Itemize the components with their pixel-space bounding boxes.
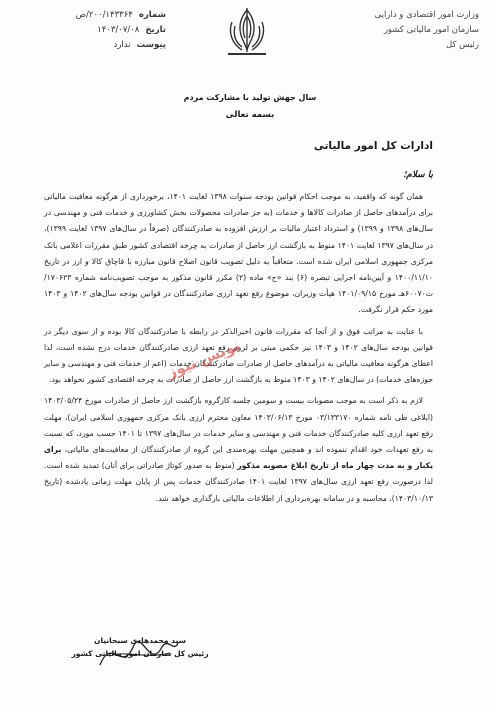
letterhead-organization (329, 8, 479, 53)
year-slogan: سال جهش تولید با مشارکت مردم (183, 93, 317, 102)
signature-block (70, 636, 210, 658)
signatory-title: رئیس کل سازمان امور مالیاتی کشور (71, 649, 209, 658)
date-label: تاریخ (145, 25, 166, 35)
paragraph-3 (44, 393, 433, 506)
ministry-name: وزارت امور اقتصادی و دارایی (374, 10, 479, 20)
letter-recipient: ادارات کل امور مالیاتی (313, 140, 433, 152)
letter-date-row (16, 23, 166, 38)
news-watermark: نویس نیوز (164, 336, 243, 382)
salutation: با سلام؛ (403, 170, 433, 180)
date-value: ۱۴۰۳/۰۷/۰۸ (97, 25, 140, 35)
signatory-name: سید محمدهادی سبحانیان (94, 636, 186, 645)
letter-number-row (16, 8, 166, 23)
number-label: شماره (138, 10, 166, 20)
paragraph-1: همان گونه که واقفید، به موجب احکام قوانین بودجه سنوات ۱۳۹۸ لغایت ۱۴۰۱، برخورداری از هرگونه معافیت مالیاتی برای درآمدهای حاصل از صادرات کالاها و خدمات (به جز صادرات محصولات بخش کشاورزی و خدمات فنی و مهندسی در سال‌های ۱۳۹۸ و ۱۳۹۹) و استرداد اعتبار مالیات بر ارزش افزوده به صادرکنندگان (صرفاً در سال‌های ۱۳۹۷ لغایت ۱۳۹۹)، در سال‌های ۱۳۹۷ لغایت ۱۴۰۱ منوط به بازگشت ارز حاصل از صادرات به چرخه اقتصادی کشور طبق مقررات اعلامی بانک مرکزی جمهوری اسلامی ایران شده است. متعاقباً به دلیل تصویب قانون اصلاح قانون مبارزه با قاچاق کالا و ارز در تاریخ ۱۴۰۰/۱۱/۱۰ و آیین‌نامه اجرایی تبصره (۶) بند «ح» ماده (۲) مکرر قانون مذکور به موجب تصویب‌نامه شماره ۱۷۰۶۲۳/ت۶۰۰۷۰هـ مورخ ۱۴۰۱/۰۹/۱۵ هیأت وزیران، موضوع رفع تعهد ارزی صادرکنندگان در قوانین بودجه سال‌های ۱۴۰۲ و ۱۴۰۳ مورد حکم قرار نگرفت. (44, 192, 434, 315)
attachment-value: ندارد (113, 40, 131, 50)
number-value: ۲۰۰/۱۴۳۳۶۴/ص (75, 10, 133, 20)
letter-attachment-row (16, 38, 166, 53)
attachment-label: پیوست (136, 40, 166, 50)
paragraph-2: با عنایت به مراتب فوق و از آنجا که مقررات قانون اخیرالذکر در رابطه با صادرکنندگان کالا بوده و از سوی دیگر در قوانین بودجه سال‌های ۱۴۰۲ و ۱۴۰۳ نیز حکمی مبنی بر لزوم رفع تعهد ارزی صادرکنندگان خدمات درج نشده است، لذا اعطای هرگونه معافیت مالیاتی به درآمدهای حاصل از صادرات صادرکنندگان خدمات (اعم از خدمات فنی و مهندسی و سایر حوزه‌های خدمات) در سال‌های ۱۴۰۲ و ۱۴۰۳ منوط به بازگشت ارز حاصل از صادرات به چرخه اقتصادی کشور نخواهد بود. (44, 326, 433, 385)
office-name: رئیس کل (445, 40, 479, 50)
letter-meta (16, 8, 166, 53)
iran-emblem-icon (220, 4, 274, 60)
highlighted-deadline-phrase: برای یکبار و به مدت چهار ماه از تاریخ ابلاغ مصوبه مذکور (44, 445, 433, 471)
organization-name: سازمان امور مالیاتی کشور (383, 25, 479, 35)
paragraph-3-text: لازم به ذکر است به موجب مصوبات بیست و سومین جلسه کارگروه بازگشت ارز حاصل از صادرات مورخ ۱۴۰۳/۰۵/۲۴ (ابلاغی طی نامه شماره ۰۳/۱۳۳۱۷۰ مورخ ۱۴۰۳/۰۶/۱۳ معاون محترم ارزی بانک مرکزی جمهوری اسلامی ایران)، مهلت رفع تعهد ارزی کلیه صادرکنندگان خدمات فنی و مهندسی و سایر خدمات در سال‌های ۱۳۹۷ تا ۱۴۰۱ حسب مورد، که نسبت به رفع تعهدات خود اقدام ننموده اند و همچنین مهلت بهره‌مندی این گروه از صادرکنندگان از معافیت‌های مالیاتی، برای یکبار و به مدت چهار ماه از تاریخ ابلاغ مصوبه مذکور (منوط به صدور کوتاژ صادراتی برای آنان) تمدید شده است. لذا درصورت رفع تعهد ارزی سال‌های ۱۳۹۷ لغایت ۱۴۰۱ صادرکنندگان خدمات پس از پایان مهلت زمانی یادشده (تاریخ ۱۴۰۳/۱۰/۱۳)، محاسبه و در سامانه بهره‌برداری از اطلاعات مالیاتی بارگذاری خواهد شد. (44, 396, 434, 503)
bismillah: بسمه تعالی (225, 110, 275, 120)
